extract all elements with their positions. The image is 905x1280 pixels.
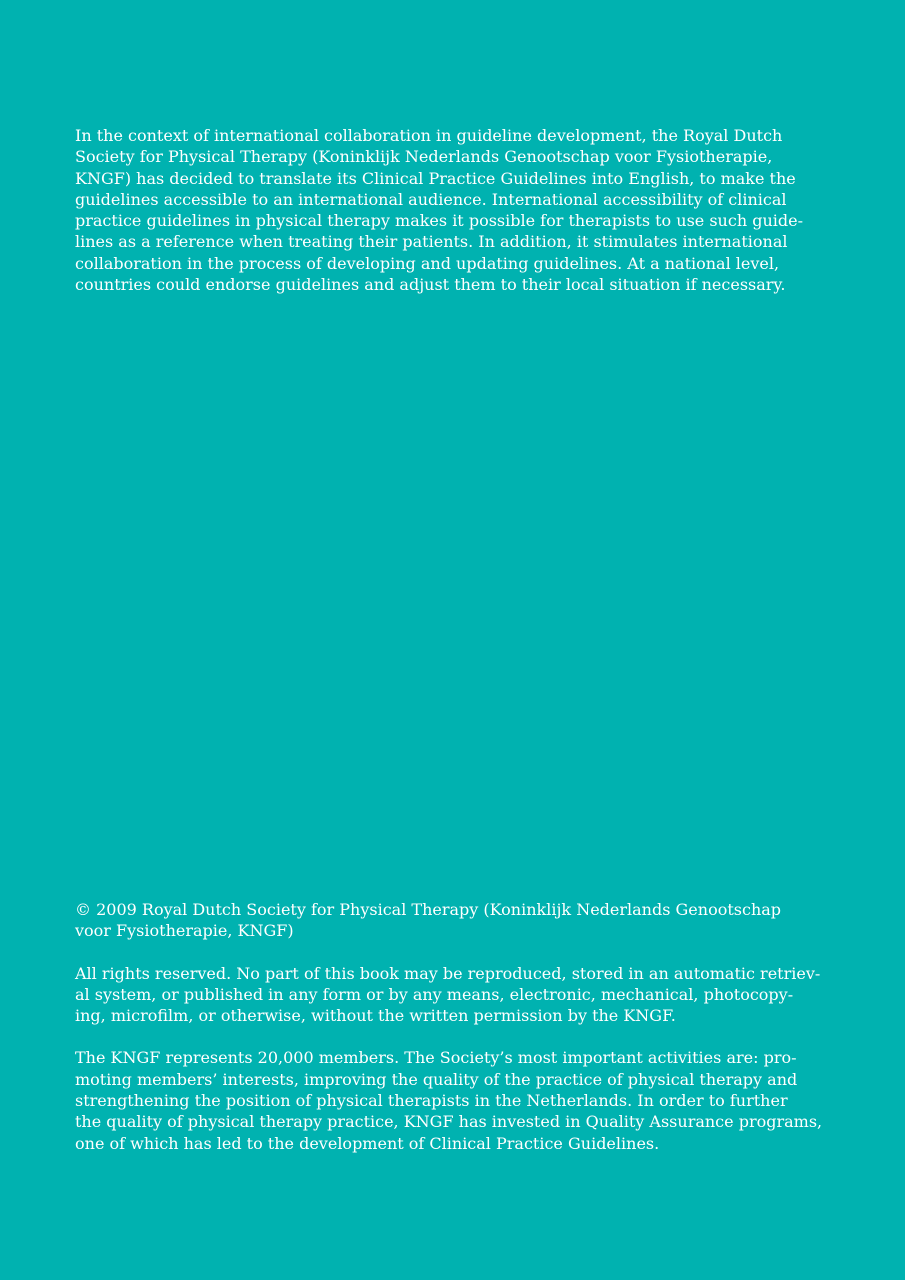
intro-line: lines as a reference when treating their patients. In addition, it stimulates international xyxy=(75,232,788,252)
about-line: strengthening the position of physical therapists in the Netherlands. In order to further xyxy=(75,1091,788,1111)
about-line: the quality of physical therapy practice, KNGF has invested in Quality Assurance programs, xyxy=(75,1112,823,1132)
about-paragraph xyxy=(75,1047,823,1153)
copyright-paragraph xyxy=(75,899,795,942)
intro-line: countries could endorse guidelines and adjust them to their local situation if necessary. xyxy=(75,275,786,295)
intro-line: practice guidelines in physical therapy makes it possible for therapists to use such guide- xyxy=(75,211,803,231)
about-line: The KNGF represents 20,000 members. The Society’s most important activities are: pro- xyxy=(75,1048,797,1068)
about-line: one of which has led to the development of Clinical Practice Guidelines. xyxy=(75,1133,660,1153)
rights-line: al system, or published in any form or by any means, electronic, mechanical, photocopy- xyxy=(75,984,794,1004)
rights-paragraph xyxy=(75,963,821,1027)
rights-line: ing, microfilm, or otherwise, without the written permission by the KNGF. xyxy=(75,1006,676,1026)
paragraph-spacer xyxy=(75,1026,795,1047)
intro-line: collaboration in the process of developing and updating guidelines. At a national level, xyxy=(75,253,780,273)
about-line: moting members’ interests, improving the quality of the practice of physical therapy and xyxy=(75,1069,798,1089)
intro-paragraph xyxy=(75,125,803,295)
intro-line: guidelines accessible to an international audience. International accessibility of clinical xyxy=(75,189,787,209)
copyright-line: © 2009 Royal Dutch Society for Physical Therapy (Koninklijk Nederlands Genootschap xyxy=(75,900,782,919)
intro-line: Society for Physical Therapy (Koninklijk Nederlands Genootschap voor Fysiotherapie, xyxy=(75,147,773,167)
intro-line: In the context of international collaboration in guideline development, the Royal Dutch xyxy=(75,126,783,145)
rights-line: All rights reserved. No part of this book may be reproduced, stored in an automatic retriev- xyxy=(75,963,821,983)
copyright-line: voor Fysiotherapie, KNGF) xyxy=(75,921,294,941)
intro-line: KNGF) has decided to translate its Clinical Practice Guidelines into English, to make the xyxy=(75,168,796,188)
legal-section xyxy=(75,899,823,1154)
paragraph-spacer xyxy=(75,942,795,963)
